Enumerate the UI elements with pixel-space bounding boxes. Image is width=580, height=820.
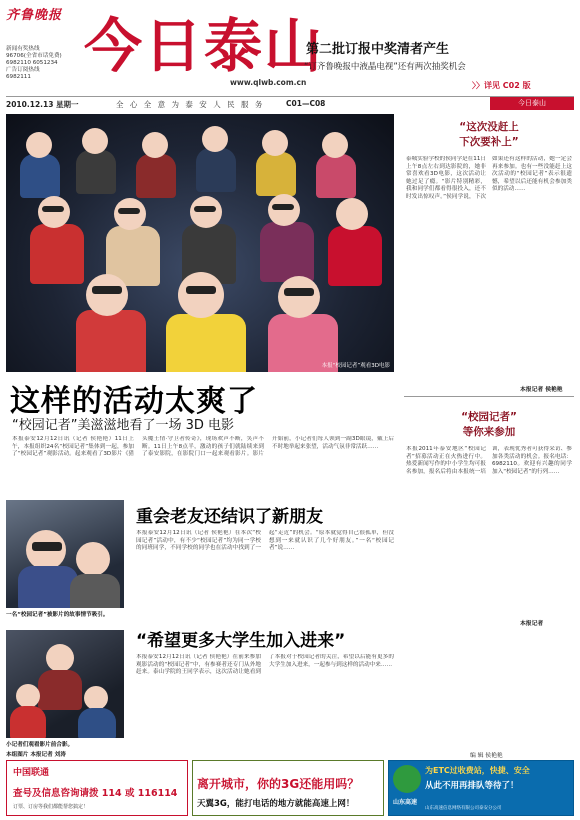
hotline-line: 96706(全省市话免费) xyxy=(6,53,62,59)
main-subhead: “校园记者”美滋滋地看了一场 3D 电影 xyxy=(12,418,235,433)
masthead-url[interactable]: www.qlwb.com.cn xyxy=(230,78,307,87)
page-range: C01—C08 xyxy=(286,99,326,108)
telecom-ad-subtext: 天翼3G，能打电话的地方就能高速上网！ xyxy=(197,799,355,809)
unicom-ad[interactable] xyxy=(6,760,188,816)
story3-headline[interactable]: “希望更多大学生加入进来” xyxy=(136,631,346,651)
highway-logo-icon xyxy=(393,765,421,793)
etc-ad-line1: 为ETC过收费站，快捷、安全 xyxy=(425,766,530,775)
photo-credit: 本组图片 本报记者 刘涛 xyxy=(6,752,66,758)
main-photo xyxy=(6,114,394,372)
unicom-ad-subtext: 订票、订房等我们都能帮您搞定！ xyxy=(13,804,89,810)
issue-date: 2010.12.13 星期一 xyxy=(6,100,79,109)
sidebar-headline-2[interactable]: “校园记者” 等你来参加 xyxy=(461,411,517,438)
main-headline[interactable]: 这样的活动太爽了 xyxy=(10,384,258,419)
etc-ad-brand: 山东高速 xyxy=(393,799,418,806)
main-story-body: 本报泰安12月12日讯（记者 侯艳艳）11日上午，本报组织24名“校园记者”集体到一起，参加了“校园记者”观影活动。起来观看了3D影片《猎头魔王情·守卫者传奇》，现场欢声不断，笑声不断。11日上午8点半，激动的孩子们就陆续来到了泰安影院，在影院门口一起来观看影片。影片开始前，小记者们每人领到一副3D眼镜，戴上后不时地举起来张望，活动气氛非常活跃…… xyxy=(12,436,394,458)
hotline-line: 6982110 6051234 xyxy=(6,60,58,66)
promo-headline: 第二批订报中奖清者产生 xyxy=(306,42,450,57)
story3-photo xyxy=(6,630,124,738)
story3-body: 本报泰安12月12日讯（记者 侯艳艳）在前来参加观影活动的“校园记者”中，有参赛者还专门从外地赶来。泰山学院的王同学表示，这次活动让她看到了本报对于校园记者的关注，希望以后能有更多的大学生加入进来，一起参与到这样的活动中来…… xyxy=(136,654,394,676)
hotline-line: 广告订阅热线 xyxy=(6,67,40,73)
sidebar-byline-1: 本报记者 侯艳艳 xyxy=(520,387,563,393)
sidebar-body-2: 本报2011年泰安地区“校园记者”招募活动正在火热进行中。热爱新闻写作的中小学生均可报名参加，报名后将由本报统一培训，表现优秀者可获得采访、参加各类活动的机会。报名电话：6982110。欢迎有兴趣的同学加入“校园记者”的行列…… xyxy=(406,446,572,475)
masthead-title: 今日泰山 xyxy=(84,12,325,80)
story2-photo-caption: 一名“校园记者”被影片的故事情节吸引。 xyxy=(6,612,109,618)
story3-photo-caption: 小记者们观看影片前合影。 xyxy=(6,742,74,748)
story2-headline[interactable]: 重会老友还结识了新朋友 xyxy=(136,507,323,527)
editor-line: 编 辑 侯艳艳 xyxy=(470,753,503,759)
brand-logo: 齐鲁晚报 xyxy=(6,8,63,23)
etc-ad-line2: 从此不用再排队等待了！ xyxy=(425,781,519,791)
see-more-link[interactable]: 〉〉详见 C02 版 xyxy=(472,81,531,90)
story2-photo xyxy=(6,500,124,608)
unicom-ad-text: 查号及信息咨询请拨 114 或 116114 xyxy=(13,788,178,799)
etc-ad-subtext: 山东高速信息网络有限公司泰安分公司 xyxy=(425,806,502,811)
hotline-line: 6982111 xyxy=(6,74,31,80)
sidebar-byline-2: 本报记者 xyxy=(520,621,544,627)
sidebar-headline-1[interactable]: “这次没赶上 下次要补上” xyxy=(459,121,519,148)
unicom-logo: 中国联通 xyxy=(13,768,50,778)
telecom-ad[interactable] xyxy=(192,760,384,816)
etc-ad[interactable] xyxy=(388,760,574,816)
telecom-ad-headline: 离开城市，你的3G还能用吗？ xyxy=(197,777,360,791)
story2-body: 本报泰安12月12日讯（记者 侯艳艳）在本次“校园记者”活动中，有不少“校园记者”均为同一学校的同班同学，不同学校的同学也在活动中找到了一起“走近”的机会。“原本就觉得自己很孤单，但没想到一来就认识了几个好朋友。”一名“校园记者”说…… xyxy=(136,530,394,552)
section-tag: 今日泰山 xyxy=(490,97,574,110)
main-photo-caption: 本报“校园记者”观看3D电影 xyxy=(321,363,390,369)
promo-tagline: “订齐鲁晚报中液晶电视”还有两次抽奖机会 xyxy=(304,62,466,72)
sidebar-body-1: 泰城实验学校的侯同学是在11日上午8点左右到达影院的，她非常喜欢看3D电影，这次活动让她过足了瘾。“影片特别精彩，我和同学们都看得很投入，还不时发出惊叹声。”侯同学说，下次如果还有这样的活动，她一定会再来参加。也有一些没能赶上这次活动的“校园记者”表示很遗憾，希望以后还能有机会参加类似的活动…… xyxy=(406,156,572,200)
dateline-bar xyxy=(6,96,574,110)
hotline-line: 新闻有奖热线 xyxy=(6,46,40,52)
column-divider xyxy=(404,396,574,397)
hotline-box xyxy=(6,46,94,81)
slogan: 全 心 全 意 为 泰 安 人 民 服 务 xyxy=(116,100,265,109)
